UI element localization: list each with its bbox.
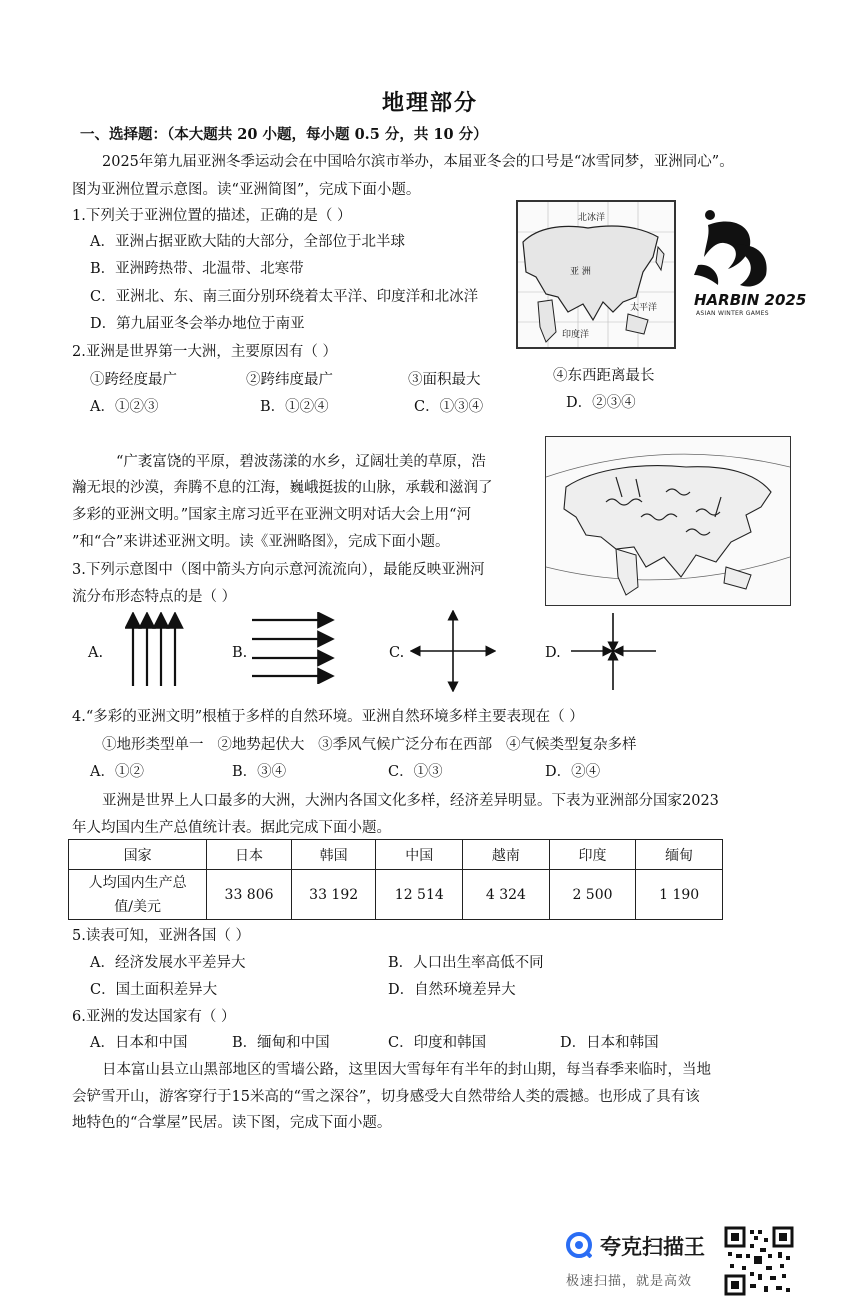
page-title: 地理部分	[382, 91, 479, 116]
q2-item: ③面积最大	[408, 372, 481, 388]
gdp-table	[68, 839, 723, 920]
q2-option-a: A．①②③	[90, 399, 159, 415]
table-header-cell: 国家	[69, 840, 207, 870]
q5-stem: 5.读表可知，亚洲各国（ ）	[72, 928, 250, 944]
table-header-cell: 越南	[463, 840, 550, 870]
q3-option-c-label: C.	[389, 645, 405, 661]
q4-items: ①地形类型单一 ②地势起伏大 ③季风气候广泛分布在西部 ④气候类型复杂多样	[102, 737, 637, 753]
passage-line: 多彩的亚洲文明。”国家主席习近平在亚洲文明对话大会上用“河	[72, 507, 472, 523]
q6-stem: 6.亚洲的发达国家有（ ）	[72, 1009, 236, 1025]
table-cell: 4 324	[463, 870, 550, 920]
table-row-label-line: 人均国内生产总	[88, 874, 187, 891]
q1-option-c: C．亚洲北、东、南三面分别环绕着太平洋、印度洋和北冰洋	[90, 289, 479, 305]
q1-option-b: B．亚洲跨热带、北温带、北寒带	[90, 261, 304, 277]
asia-sketch-map-figure	[546, 437, 790, 605]
harbin-2025-logo	[688, 205, 807, 320]
qr-code-image	[724, 1226, 794, 1296]
q2-item: ④东西距离最长	[553, 368, 655, 384]
asia-location-map-figure	[518, 202, 674, 347]
harbin-logo-mark	[688, 205, 798, 290]
q2-stem: 2.亚洲是世界第一大洲，主要原因有（ ）	[72, 344, 337, 360]
asia-sketch-map	[545, 436, 791, 606]
q1-stem: 1.下列关于亚洲位置的描述，正确的是（ ）	[72, 208, 352, 224]
scanner-brand: 夸克扫描王	[600, 1235, 705, 1259]
q4-option-c: C．①③	[388, 764, 443, 780]
table-row-label-line: 值/美元	[114, 898, 161, 915]
passage-line: 地特色的“合掌屋”民居。读下图，完成下面小题。	[72, 1115, 392, 1131]
q6-option-c: C．印度和韩国	[388, 1035, 487, 1051]
q6-option-d: D．日本和韩国	[560, 1035, 659, 1051]
q2-option-c: C．①③④	[414, 399, 484, 415]
scanner-logo-icon	[566, 1232, 592, 1258]
q3-option-d-diagram	[568, 610, 658, 692]
table-cell: 12 514	[376, 870, 463, 920]
scanner-slogan: 极速扫描，就是高效	[566, 1274, 693, 1289]
table-header-cell: 韩国	[291, 840, 376, 870]
table-header-cell: 日本	[207, 840, 292, 870]
table-header-cell: 缅甸	[636, 840, 723, 870]
q4-stem: 4.“多彩的亚洲文明”根植于多样的自然环境。亚洲自然环境多样主要表现在（ ）	[72, 709, 584, 725]
passage-line: “广袤富饶的平原，碧波荡漾的水乡，辽阔壮美的草原，浩	[116, 454, 486, 470]
q5-option-a: A．经济发展水平差异大	[90, 955, 246, 971]
q3-option-b-diagram	[250, 612, 335, 684]
q5-option-b: B．人口出生率高低不同	[388, 955, 544, 971]
map-label-indian: 印度洋	[562, 330, 590, 340]
table-cell: 33 806	[207, 870, 292, 920]
table-header-cell: 中国	[376, 840, 463, 870]
q6-option-a: A．日本和中国	[90, 1035, 188, 1051]
q2-item: ②跨纬度最广	[246, 372, 333, 388]
map-label-arctic: 北冰洋	[578, 213, 606, 223]
logo-subtitle: ASIAN WINTER GAMES	[696, 310, 769, 317]
q3-option-a-diagram	[125, 612, 185, 688]
table-cell: 33 192	[291, 870, 376, 920]
q3-stem: 3.下列示意图中（图中箭头方向示意河流流向），最能反映亚洲河	[72, 562, 485, 578]
q3-option-c-diagram	[410, 610, 496, 692]
q4-option-b: B．③④	[232, 764, 287, 780]
q2-option-b: B．①②④	[260, 399, 329, 415]
passage-line: 瀚无垠的沙漠，奔腾不息的江海，巍峨挺拔的山脉，承载和滋润了	[72, 480, 493, 496]
passage-line: 会铲雪开山，游客穿行于15米高的“雪之深谷”，切身感受大自然带给人类的震撼。也形成了具有该	[72, 1089, 700, 1105]
table-header-row	[69, 840, 723, 870]
q4-option-a: A．①②	[90, 764, 144, 780]
q3-option-b-label: B.	[232, 645, 248, 661]
table-row-label	[69, 870, 207, 920]
table-header-cell: 印度	[549, 840, 636, 870]
q1-option-d: D．第九届亚冬会举办地位于南亚	[90, 316, 305, 332]
section-header: 一、选择题：（本大题共 20 小题，每小题 0.5 分，共 10 分）	[80, 126, 488, 143]
intro-line: 2025年第九届亚洲冬季运动会在中国哈尔滨市举办，本届亚冬会的口号是“冰雪同梦，亚洲同心”。	[102, 154, 734, 170]
intro-line: 年人均国内生产总值统计表。据此完成下面小题。	[72, 820, 391, 836]
map-label-asia: 亚 洲	[570, 267, 591, 277]
passage-line: ”和“合”来讲述亚洲文明。读《亚洲略图》，完成下面小题。	[72, 534, 450, 550]
intro-line: 图为亚洲位置示意图。读“亚洲简图”，完成下面小题。	[72, 182, 421, 198]
passage-line: 日本富山县立山黑部地区的雪墙公路，这里因大雪每年有半年的封山期，每当春季来临时，当地	[102, 1062, 711, 1078]
q2-item: ①跨经度最广	[90, 372, 177, 388]
logo-title: HARBIN 2025	[694, 291, 807, 309]
map-label-pacific: 太平洋	[630, 303, 658, 313]
q3-option-d-label: D.	[545, 645, 561, 661]
table-cell: 1 190	[636, 870, 723, 920]
q3-stem: 流分布形态特点的是（ ）	[72, 589, 237, 605]
q4-option-d: D．②④	[545, 764, 601, 780]
intro-line: 亚洲是世界上人口最多的大洲，大洲内各国文化多样，经济差异明显。下表为亚洲部分国家2023	[102, 793, 719, 809]
q1-option-a: A．亚洲占据亚欧大陆的大部分，全部位于北半球	[90, 234, 405, 250]
q3-option-a-label: A.	[88, 645, 104, 661]
q5-option-c: C．国土面积差异大	[90, 982, 218, 998]
q2-option-d: D．②③④	[566, 395, 636, 411]
q6-option-b: B．缅甸和中国	[232, 1035, 330, 1051]
q5-option-d: D．自然环境差异大	[388, 982, 516, 998]
table-row	[69, 870, 723, 920]
table-cell: 2 500	[549, 870, 636, 920]
asia-location-map	[516, 200, 676, 349]
